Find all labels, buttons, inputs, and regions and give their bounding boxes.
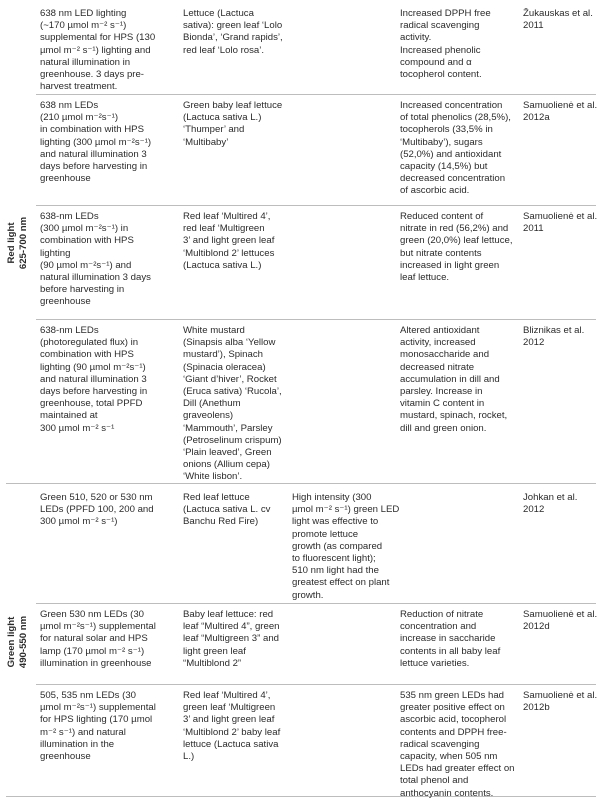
reference-cell: Bliznikas et al. 2012 — [523, 325, 585, 349]
reference-cell: Samuolienė et al. 2011 — [523, 211, 598, 235]
species-cell: Red leaf lettuce (Lactuca sativa L. cv Banchu Red Fire) — [183, 492, 271, 528]
group-red-light — [6, 4, 30, 482]
quality-cell: Reduction of nitrate concentration and increase in saccharide contents in all baby leaf lettuce varieties. — [400, 609, 501, 669]
row-divider — [36, 684, 596, 685]
group-range: 490-550 nm — [18, 615, 29, 669]
conditions-cell: Green 510, 520 or 530 nm LEDs (PPFD 100, 200 and 300 µmol m⁻² s⁻¹) — [40, 492, 154, 528]
conditions-cell: 638 nm LEDs (210 µmol m⁻²s⁻¹) in combination with HPS lighting (300 µmol m⁻²s⁻¹) and natural illumination 3 days before harvesting in greenhouse — [40, 100, 152, 185]
group-name: Green light — [6, 616, 17, 668]
species-cell: Lettuce (Lactuca sativa): green leaf ‘Lolo Bionda’, ‘Grand rapids’, red leaf ‘Lolo rosa’. — [183, 8, 283, 56]
reference-cell: Samuolienė et al. 2012a — [523, 100, 598, 124]
row-divider — [36, 94, 596, 95]
quality-cell: 535 nm green LEDs had greater positive effect on ascorbic acid, tocopherol contents and DPPH free- radical scavenging capacity, when 505 nm LEDs had greater effect on total phenol and anthocyanin contents. — [400, 690, 515, 799]
species-cell: Baby leaf lettuce: red leaf “Multired 4”, green leaf “Multigreen 3” and light green leaf “Multiblond 2” — [183, 609, 280, 669]
reference-cell: Žukauskas et al. 2011 — [523, 8, 593, 32]
species-cell: Red leaf ‘Multired 4’, red leaf ‘Multigreen 3’ and light green leaf ‘Multiblond 2’ lettuces (Lactuca sativa L.) — [183, 211, 275, 271]
conditions-cell: 505, 535 nm LEDs (30 µmol m⁻²s⁻¹) supplemental for HPS lighting (170 µmol m⁻² s⁻¹) and natural illumination in the greenhouse — [40, 690, 156, 763]
conditions-cell: 638-nm LEDs (photoregulated flux) in combination with HPS lighting (90 µmol m⁻²s⁻¹) and natural illumination 3 days before harvesting in greenhouse, total PPFD maintained at 300 µmol m⁻² s⁻¹ — [40, 325, 148, 434]
row-divider — [36, 205, 596, 206]
reference-cell: Samuolienė et al. 2012b — [523, 690, 598, 714]
species-cell: Green baby leaf lettuce (Lactuca sativa L.) ‘Thumper’ and ‘Multibaby’ — [183, 100, 283, 148]
growth-cell: High intensity (300 µmol m⁻² s⁻¹) green LED light was effective to promote lettuce growth (as compared to fluorescent light); 510 nm light had the greatest effect on plant growth. — [292, 492, 400, 601]
group-name: Red light — [6, 222, 17, 264]
conditions-cell: 638-nm LEDs (300 µmol m⁻²s⁻¹) in combination with HPS lighting (90 µmol m⁻²s⁻¹) and natural illumination 3 days before harvesting in greenhouse — [40, 211, 151, 308]
group-green-light — [6, 484, 30, 800]
conditions-cell: Green 530 nm LEDs (30 µmol m⁻²s⁻¹) supplemental for natural solar and HPS lamp (170 µmol m⁻² s⁻¹) illumination in greenhouse — [40, 609, 156, 669]
reference-cell: Samuolienė et al. 2012d — [523, 609, 598, 633]
row-divider — [36, 603, 596, 604]
quality-cell: Increased DPPH free radical scavenging activity. Increased phenolic compound and α tocopherol content. — [400, 8, 491, 81]
species-cell: White mustard (Sinapsis alba ‘Yellow mustard’), Spinach (Spinacia oleracea) ‘Giant d’hiver’, Rocket (Eruca sativa) ‘Rucola’, Dill (Anethum graveolens) ‘Mammouth’, Parsley (Petroselinum crispum) ‘Plain leaved’, Green onions (Allium cepa) ‘White lisbon’. — [183, 325, 282, 483]
row-divider — [36, 319, 596, 320]
quality-cell: Increased concentration of total phenolics (28,5%), tocopherols (33,5% in ‘Multibaby’), sugars (52,0%) and antioxidant capacity (14,5%) but decreased concentration of ascorbic acid. — [400, 100, 511, 197]
group-range: 625-700 nm — [18, 216, 29, 270]
quality-cell: Reduced content of nitrate in red (56,2%) and green (20,0%) leaf lettuce, but nitrate contents increased in light green leaf lettuce. — [400, 211, 513, 284]
reference-cell: Johkan et al. 2012 — [523, 492, 578, 516]
quality-cell: Altered antioxidant activity, increased monosaccharide and decreased nitrate accumulation in dill and parsley. Increase in vitamin C content in mustard, spinach, rocket, dill and green onion. — [400, 325, 508, 434]
species-cell: Red leaf ‘Multired 4’, green leaf ‘Multigreen 3’ and light green leaf ‘Multiblond 2’ baby leaf lettuce (Lactuca sativa L.) — [183, 690, 281, 763]
conditions-cell: 638 nm LED lighting (~170 µmol m⁻² s⁻¹) supplemental for HPS (130 µmol m⁻² s⁻¹) lighting and natural illumination in greenhouse. 3 days pre- harvest treatment. — [40, 8, 156, 93]
